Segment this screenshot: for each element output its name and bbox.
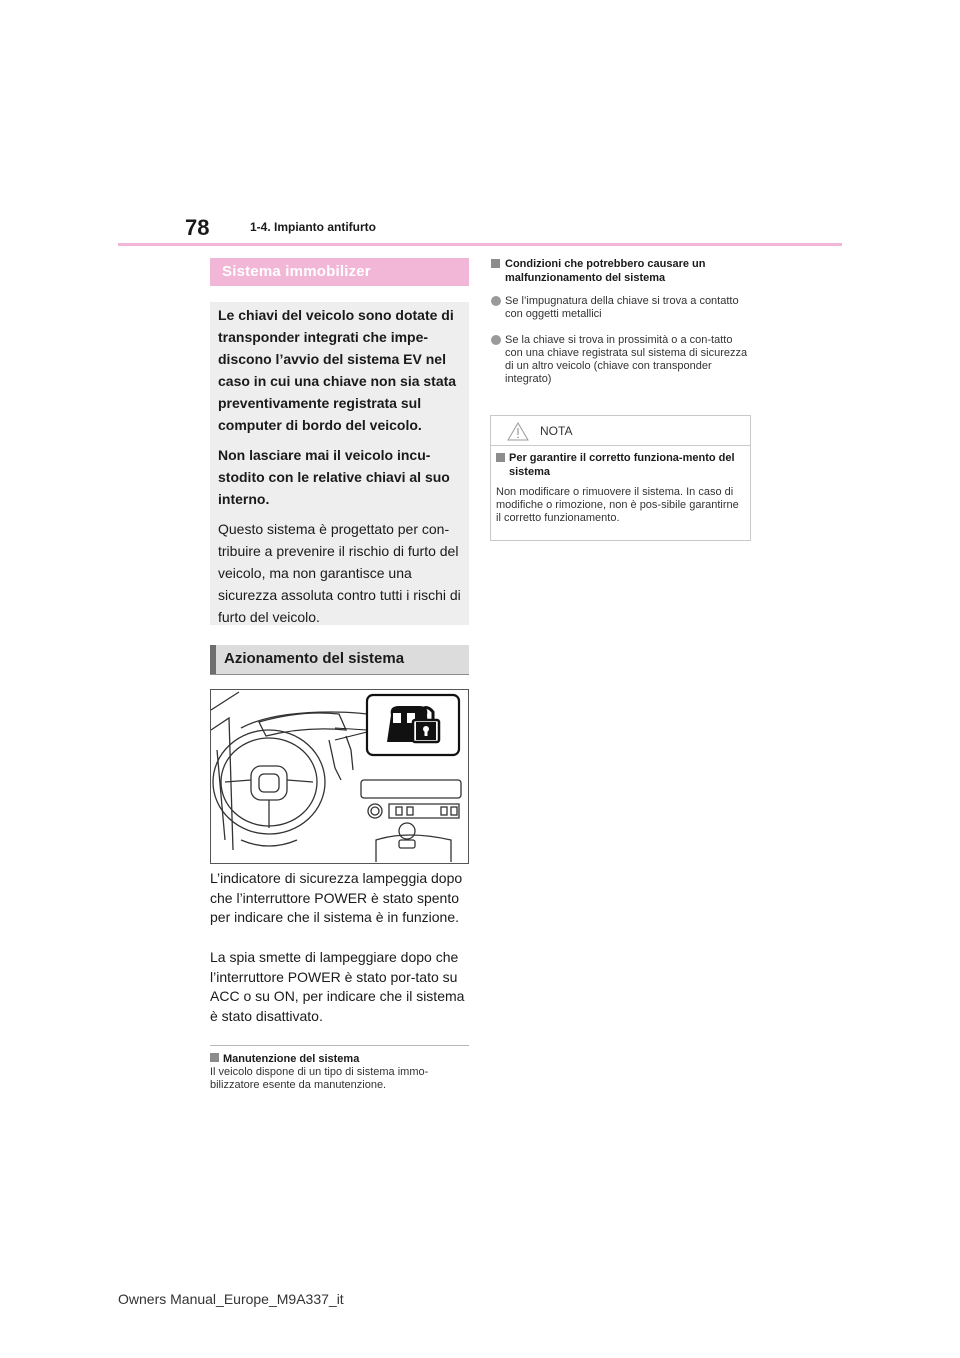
bullet-dot-icon bbox=[491, 335, 501, 345]
conditions-title: Condizioni che potrebbero causare un malfunzionamento del sistema bbox=[505, 258, 706, 284]
square-bullet-icon bbox=[210, 1053, 219, 1062]
warning-triangle-icon bbox=[507, 421, 529, 441]
intro-bold-paragraph-1: Le chiavi del veicolo sono dotate di transponder integrati che impe-discono l’avvio del sistema EV nel caso in cui una chiave non sia stata preventivamente registrata sul computer di bordo del veicolo. bbox=[218, 307, 457, 433]
heading-accent-bar bbox=[210, 645, 216, 674]
operation-paragraph-2: La spia smette di lampeggiare dopo che l’interruttore POWER è stato por-tato su ACC o su ON, per indicare che il sistema è stato disattivato. bbox=[210, 949, 465, 1024]
nota-title: Per garantire il corretto funziona-mento del sistema bbox=[509, 452, 735, 478]
nota-text: Non modificare o rimuovere il sistema. In caso di modifiche o rimozione, non è pos-sibile garantirne il corretto funzionamento. bbox=[496, 486, 739, 524]
intro-paragraph: Questo sistema è progettato per con-tribuire a prevenire il rischio di furto del veicolo, ma non garantisce una sicurezza assoluta contro tutti i rischi di furto del veicolo. bbox=[218, 521, 461, 625]
bullet-dot-icon bbox=[491, 296, 501, 306]
dashboard-drawing bbox=[211, 690, 468, 863]
page-number: 78 bbox=[185, 215, 210, 240]
maintenance-text: Il veicolo dispone di un tipo di sistema immo-bilizzatore esente da manutenzione. bbox=[210, 1066, 429, 1091]
notes-divider bbox=[210, 1045, 469, 1046]
section-title: 1-4. Impianto antifurto bbox=[250, 220, 376, 234]
square-bullet-icon bbox=[491, 259, 500, 268]
bullet-text: Se la chiave si trova in prossimità o a con-tatto con una chiave registrata sul sistema di sicurezza di un altro veicolo (chiave con transponder integrato) bbox=[505, 334, 748, 385]
maintenance-title: Manutenzione del sistema bbox=[223, 1053, 360, 1065]
square-bullet-icon bbox=[496, 453, 505, 462]
conditions-heading bbox=[491, 257, 750, 285]
nota-label: NOTA bbox=[540, 424, 573, 438]
header-divider bbox=[118, 243, 842, 246]
immobilizer-title: Sistema immobilizer bbox=[222, 263, 371, 280]
dashboard-illustration bbox=[210, 689, 469, 864]
security-indicator-icon bbox=[387, 706, 439, 742]
conditions-bullet-1 bbox=[491, 295, 750, 321]
intro-bold-paragraph-2: Non lasciare mai il veicolo incu-stodito con le relative chiavi al suo interno. bbox=[218, 447, 450, 507]
nota-header bbox=[491, 416, 750, 446]
immobilizer-heading bbox=[210, 258, 469, 286]
conditions-bullet-2 bbox=[491, 334, 750, 386]
nota-heading bbox=[496, 451, 746, 479]
immobilizer-intro-box bbox=[210, 302, 469, 625]
maintenance-heading bbox=[210, 1049, 469, 1067]
operation-title: Azionamento del sistema bbox=[224, 650, 405, 667]
nota-box bbox=[490, 415, 751, 541]
operation-heading bbox=[210, 645, 469, 675]
operation-paragraph-1: L’indicatore di sicurezza lampeggia dopo che l’interruttore POWER è stato spento per indicare che il sistema è in funzione. bbox=[210, 870, 463, 925]
bullet-text: Se l’impugnatura della chiave si trova a contatto con oggetti metallici bbox=[505, 295, 739, 320]
footer-label: Owners Manual_Europe_M9A337_it bbox=[118, 1291, 344, 1307]
